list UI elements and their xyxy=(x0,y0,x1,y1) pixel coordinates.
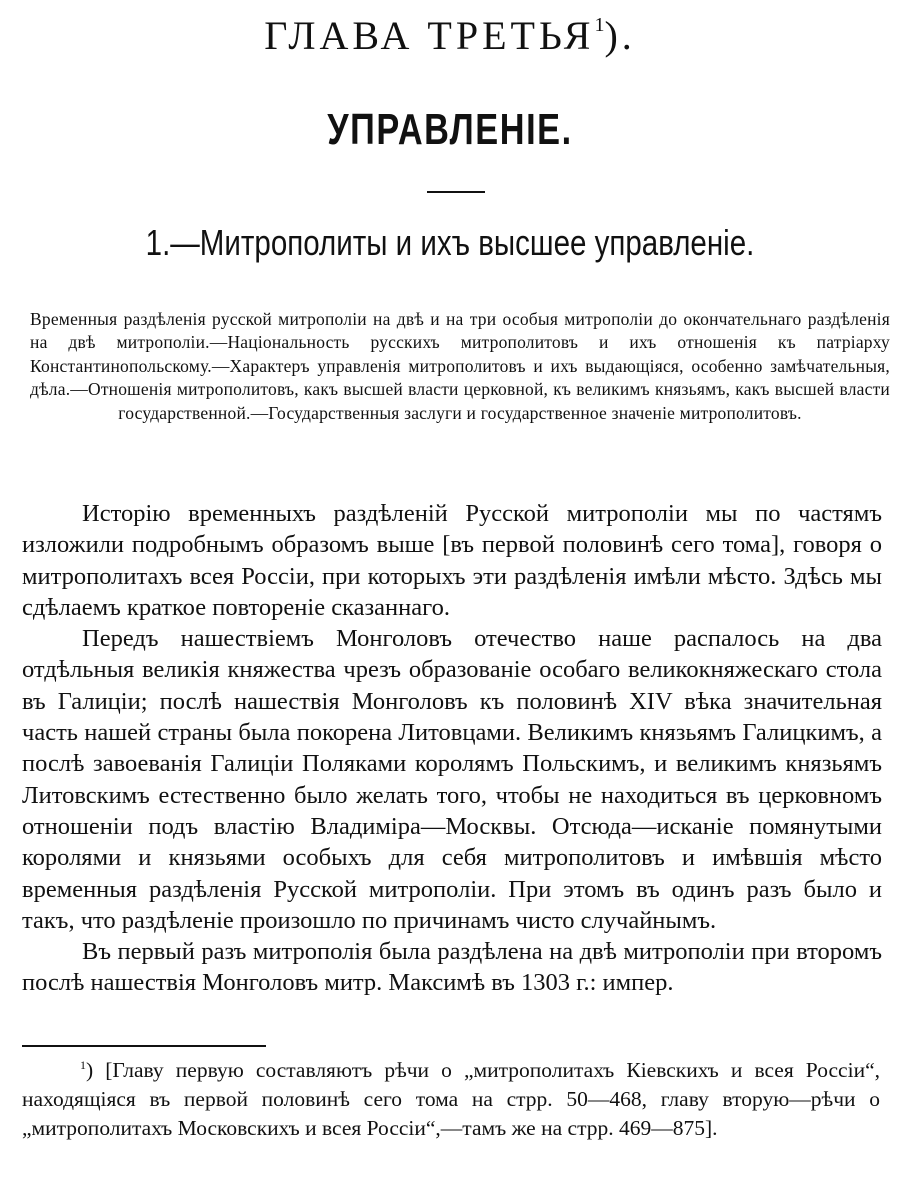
section-title: УПРАВЛЕНІЕ. xyxy=(327,105,573,154)
footnote-marker: 1 xyxy=(80,1058,86,1072)
section-summary: Временныя раздѣленія русской митрополіи на двѣ и на три особыя митрополіи до окончательнаго раздѣленія на двѣ митрополіи.—Національность русскихъ митрополитовъ и ихъ отношенія къ патріарху Константинопольскому.—Характеръ управленія митрополитовъ и ихъ выдающіяся, особенно замѣчательныя, дѣла.—Отношенія митрополитовъ, какъ высшей власти церковной, къ великимъ князьямъ, какъ высшей власти государственной.—Государственныя заслуги и государственное значеніе митрополитовъ. xyxy=(30,309,890,423)
paragraph: Исторію временныхъ раздѣленій Русской митрополіи мы по частямъ изложили подробнымъ образомъ выше [въ первой половинѣ сего тома], говоря о митрополитахъ всея Россіи, при которыхъ эти раздѣленія имѣли мѣсто. Здѣсь мы сдѣлаемъ краткое повтореніе сказаннаго. xyxy=(22,500,882,621)
paragraph: Передъ нашествіемъ Монголовъ отечество наше распалось на два отдѣльныя великія княжества чрезъ образованіе особаго великокняжескаго стола въ Галиціи; послѣ нашествія Монголовъ къ половинѣ XIV вѣка значительная часть нашей страны была покорена Литовцами. Великимъ князьямъ Галицкимъ, а послѣ завоеванія Галиціи Поляками королямъ Польскимъ, и великимъ князьямъ Литовскимъ естественно было желать того, чтобы не находиться въ церковномъ отношеніи подъ властію Владиміра—Москвы. Отсюда—исканіе помянутыми королями и князьями особыхъ для себя митрополитовъ и имѣвшія мѣсто временныя раздѣленія Русской митрополіи. При этомъ въ одинъ разъ было и такъ, что раздѣленіе произошло по причинамъ чисто случайнымъ. xyxy=(22,625,882,934)
footnote-divider xyxy=(22,1045,266,1047)
title-divider xyxy=(427,191,485,193)
subsection-title: 1.—Митрополиты и ихъ высшее управленіе. xyxy=(145,222,755,263)
footnote-marker-suffix: ) xyxy=(86,1058,94,1082)
footnote xyxy=(22,1056,880,1143)
chapter-heading-suffix: ). xyxy=(604,13,636,58)
chapter-heading-text: ГЛАВА ТРЕТЬЯ xyxy=(264,13,595,58)
body-text xyxy=(22,498,882,999)
chapter-footnote-marker: 1 xyxy=(594,14,605,36)
paragraph: Въ первый разъ митрополія была раздѣлена на двѣ митрополіи при второмъ послѣ нашествія Монголовъ митр. Максимѣ въ 1303 г.: импер. xyxy=(22,938,882,997)
footnote-text: [Главу первую составляютъ рѣчи о „митрополитахъ Кіевскихъ и всея Россіи“, находящіяся въ первой половинѣ сего тома на стрр. 50—468, главу вторую—рѣчи о „митрополитахъ Московскихъ и всея Россіи“,—тамъ же на стрр. 469—875]. xyxy=(22,1058,881,1140)
chapter-heading xyxy=(0,12,900,60)
